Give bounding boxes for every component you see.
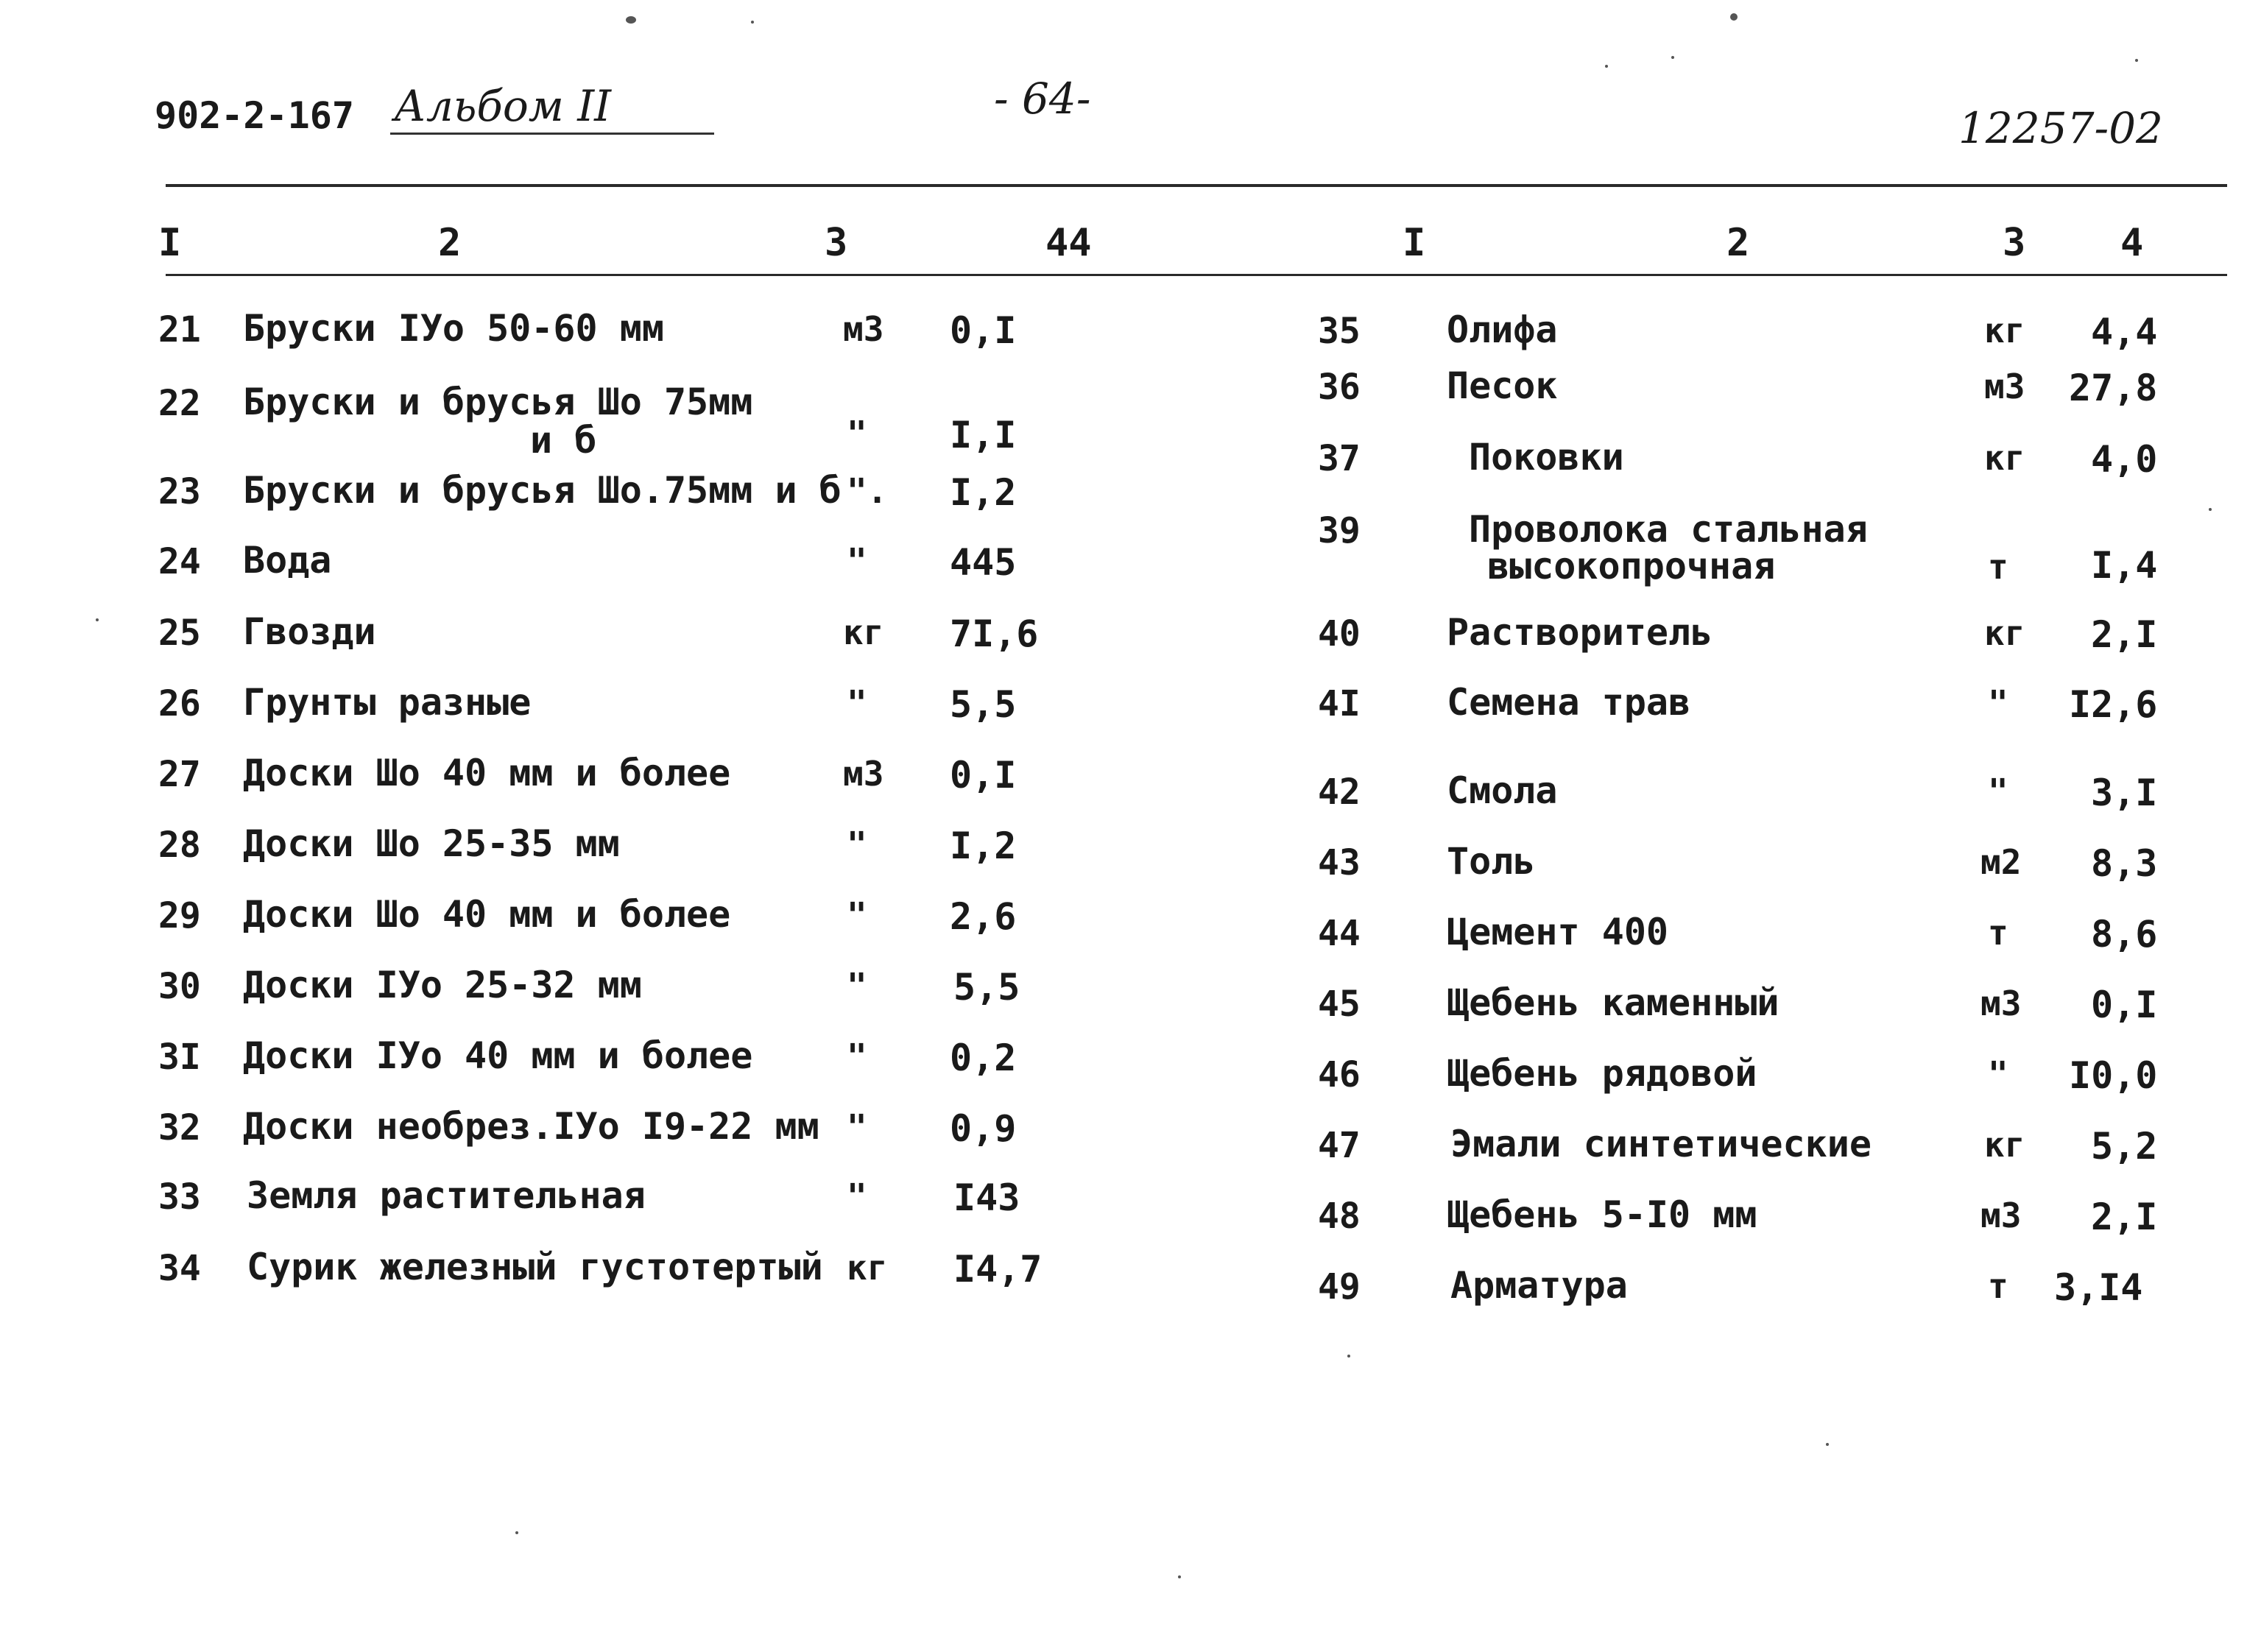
unit: м2 bbox=[1980, 842, 2022, 882]
quantity: 4,0 bbox=[2091, 438, 2158, 481]
material-name: Щебень 5-I0 мм bbox=[1447, 1193, 1757, 1236]
quantity: I43 bbox=[953, 1176, 1020, 1219]
material-name: Бруски IУо 50-60 мм bbox=[243, 307, 664, 350]
unit: кг bbox=[1984, 613, 2025, 653]
doc-number: 12257-02 bbox=[1958, 103, 2163, 153]
quantity: 3,I4 bbox=[2054, 1266, 2143, 1309]
unit: " bbox=[1988, 772, 2008, 811]
material-name: Доски Шо 40 мм и более bbox=[243, 893, 731, 936]
row-number: 37 bbox=[1318, 438, 1361, 479]
col-header-right-1: I bbox=[1403, 221, 1426, 265]
material-name: Растворитель bbox=[1447, 611, 1713, 654]
material-name: Доски Шо 40 мм и более bbox=[243, 752, 731, 794]
col-header-right-3: 3 bbox=[2003, 221, 2026, 265]
row-number: 34 bbox=[158, 1248, 201, 1289]
unit: кг bbox=[847, 1248, 888, 1288]
row-number: 40 bbox=[1318, 613, 1361, 654]
row-number: 46 bbox=[1318, 1054, 1361, 1095]
unit: кг bbox=[1984, 438, 2025, 478]
quantity: 0,2 bbox=[950, 1037, 1017, 1079]
unit: " bbox=[847, 414, 867, 453]
unit: т bbox=[1988, 913, 2008, 953]
row-number: 47 bbox=[1318, 1125, 1361, 1166]
material-name: Земля растительная bbox=[247, 1174, 646, 1217]
unit: кг bbox=[1984, 1125, 2025, 1165]
row-number: 49 bbox=[1318, 1266, 1361, 1307]
material-name-cont: и б bbox=[530, 419, 597, 462]
row-number: 45 bbox=[1318, 984, 1361, 1025]
row-number: 22 bbox=[158, 383, 201, 424]
material-name: Арматура bbox=[1450, 1264, 1628, 1307]
material-name-cont: высокопрочная bbox=[1487, 545, 1776, 587]
unit: " bbox=[1988, 1054, 2008, 1094]
unit: " bbox=[847, 825, 867, 864]
unit: кг bbox=[1984, 311, 2025, 350]
material-name: Бруски и брусья Шо.75мм и б bbox=[243, 469, 842, 512]
scan-speck bbox=[2209, 508, 2212, 511]
row-number: 23 bbox=[158, 471, 201, 512]
unit: т bbox=[1988, 1266, 2008, 1306]
scan-speck bbox=[2135, 59, 2138, 62]
quantity: 8,6 bbox=[2091, 913, 2158, 956]
quantity: 0,I bbox=[950, 309, 1017, 352]
row-number: 48 bbox=[1318, 1196, 1361, 1237]
row-number: 4I bbox=[1318, 683, 1361, 724]
quantity: 8,3 bbox=[2091, 842, 2158, 885]
row-number: 32 bbox=[158, 1107, 201, 1148]
unit: " bbox=[847, 895, 867, 935]
material-name: Доски необрез.IУо I9-22 мм bbox=[243, 1105, 819, 1148]
col-header-left-1: I bbox=[158, 221, 182, 265]
row-number: 33 bbox=[158, 1176, 201, 1218]
scan-speck bbox=[1730, 13, 1738, 21]
quantity: 3,I bbox=[2091, 772, 2158, 814]
quantity: 5,5 bbox=[950, 683, 1017, 726]
unit: " bbox=[847, 966, 867, 1006]
quantity: I2,6 bbox=[2069, 683, 2158, 726]
col-header-left-3: 3 bbox=[825, 221, 848, 265]
unit: кг bbox=[843, 613, 884, 652]
material-name: Доски Шо 25-35 мм bbox=[243, 822, 620, 865]
material-name: Толь bbox=[1447, 840, 1536, 883]
unit: м3 bbox=[1980, 984, 2022, 1023]
row-number: 25 bbox=[158, 613, 201, 654]
material-name: Цемент 400 bbox=[1447, 911, 1669, 953]
quantity: I,4 bbox=[2091, 544, 2158, 587]
quantity: I,2 bbox=[950, 471, 1017, 514]
row-number: 24 bbox=[158, 541, 201, 582]
unit: м3 bbox=[1980, 1196, 2022, 1235]
unit: м3 bbox=[843, 754, 884, 794]
scan-speck bbox=[1671, 56, 1674, 59]
row-number: 44 bbox=[1318, 913, 1361, 954]
col-header-right-4: 4 bbox=[2120, 221, 2144, 265]
material-name: Щебень рядовой bbox=[1447, 1052, 1757, 1095]
quantity: 27,8 bbox=[2069, 367, 2158, 409]
row-number: 27 bbox=[158, 754, 201, 795]
unit: м3 bbox=[843, 309, 884, 349]
quantity: 5,5 bbox=[953, 966, 1020, 1009]
quantity: I4,7 bbox=[953, 1248, 1043, 1291]
row-number: 36 bbox=[1318, 367, 1361, 408]
quantity: 4,4 bbox=[2091, 311, 2158, 353]
material-name: Семена трав bbox=[1447, 681, 1691, 724]
scan-speck bbox=[1605, 65, 1608, 68]
material-name: Щебень каменный bbox=[1447, 981, 1779, 1024]
col-header-right-2: 2 bbox=[1726, 221, 1750, 265]
material-name: Проволока стальная bbox=[1469, 508, 1868, 551]
unit: м3 bbox=[1984, 367, 2025, 406]
quantity: 445 bbox=[950, 541, 1017, 584]
quantity: I,I bbox=[950, 414, 1017, 456]
quantity: 0,9 bbox=[950, 1107, 1017, 1150]
unit: " bbox=[847, 541, 867, 581]
unit: " bbox=[847, 1037, 867, 1076]
unit: " bbox=[847, 683, 867, 723]
quantity: I,2 bbox=[950, 825, 1017, 867]
col-header-left-2: 2 bbox=[438, 221, 462, 265]
quantity: 2,I bbox=[2091, 613, 2158, 656]
row-number: 39 bbox=[1318, 510, 1361, 551]
scan-speck bbox=[751, 21, 754, 24]
page-number: - 64- bbox=[994, 74, 1091, 124]
unit: " bbox=[847, 1176, 867, 1216]
material-name: Бруски и брусья Шо 75мм bbox=[243, 381, 753, 423]
scan-speck bbox=[515, 1531, 518, 1534]
scan-speck bbox=[626, 16, 636, 24]
material-name: Грунты разные bbox=[243, 681, 532, 724]
unit: " bbox=[1988, 683, 2008, 723]
material-name: Сурик железный густотертый bbox=[247, 1246, 823, 1288]
unit: " bbox=[847, 1107, 867, 1147]
unit: ". bbox=[847, 471, 888, 511]
scan-speck bbox=[96, 618, 99, 621]
material-name: Вода bbox=[243, 539, 332, 582]
row-number: 35 bbox=[1318, 311, 1361, 352]
row-number: 29 bbox=[158, 895, 201, 936]
quantity: 7I,6 bbox=[950, 613, 1039, 655]
material-name: Песок bbox=[1447, 364, 1558, 407]
material-name: Олифа bbox=[1447, 308, 1558, 351]
col-header-left-4: 44 bbox=[1045, 221, 1092, 265]
quantity: 2,6 bbox=[950, 895, 1017, 938]
scan-speck bbox=[1826, 1443, 1829, 1446]
material-name: Гвозди bbox=[243, 610, 376, 653]
unit: т bbox=[1988, 547, 2008, 587]
quantity: 0,I bbox=[2091, 984, 2158, 1026]
material-name: Поковки bbox=[1469, 436, 1624, 479]
scan-speck bbox=[1178, 1575, 1181, 1578]
row-number: 26 bbox=[158, 683, 201, 724]
row-number: 42 bbox=[1318, 772, 1361, 813]
material-name: Эмали синтетические bbox=[1450, 1123, 1872, 1165]
row-number: 43 bbox=[1318, 842, 1361, 883]
quantity: 0,I bbox=[950, 754, 1017, 797]
doc-code: 902-2-167 bbox=[155, 94, 354, 137]
album-label: Альбом II bbox=[394, 81, 612, 131]
row-number: 3I bbox=[158, 1037, 201, 1078]
quantity: 2,I bbox=[2091, 1196, 2158, 1238]
material-name: Доски IУо 40 мм и более bbox=[243, 1034, 753, 1077]
material-name: Смола bbox=[1447, 769, 1558, 812]
quantity: I0,0 bbox=[2069, 1054, 2158, 1097]
material-name: Доски IУо 25-32 мм bbox=[243, 964, 642, 1006]
row-number: 30 bbox=[158, 966, 201, 1007]
row-number: 21 bbox=[158, 309, 201, 350]
quantity: 5,2 bbox=[2091, 1125, 2158, 1168]
row-number: 28 bbox=[158, 825, 201, 866]
scan-speck bbox=[1347, 1355, 1350, 1358]
